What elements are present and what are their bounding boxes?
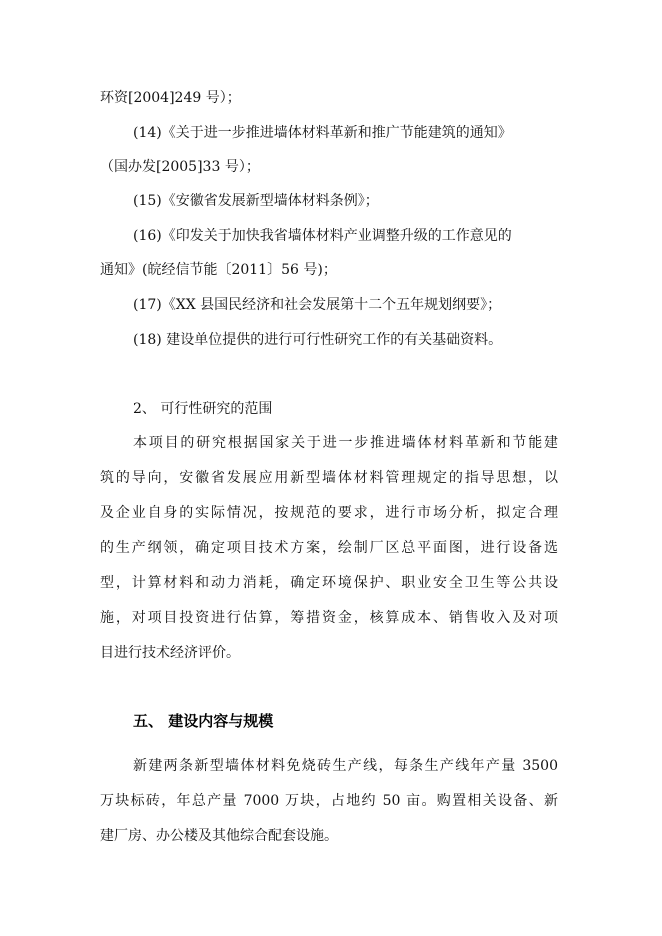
section-heading-construction-scale: 五、 建设内容与规模 [133,712,274,730]
scope-paragraph-line-7: 目进行技术经济评价。 [100,645,240,661]
scope-paragraph-line-5: 型，计算材料和动力消耗，确定环境保护、职业安全卫生等公共设 [100,575,558,591]
scope-paragraph-line-4: 的生产纲领，确定项目技术方案，绘制厂区总平面图，进行设备选 [100,540,558,556]
reference-14: (14)《关于进一步推进墙体材料革新和推广节能建筑的通知》 [133,125,512,141]
reference-16-continuation: 通知》(皖经信节能〔2011〕56 号)； [100,262,337,278]
reference-13-continuation: 环资[2004]249 号）； [100,90,241,106]
reference-17: (17)《XX 县国民经济和社会发展第十二个五年规划纲要》； [133,297,502,313]
reference-15: (15)《安徽省发展新型墙体材料条例》； [133,193,379,209]
reference-18: (18) 建设单位提供的进行可行性研究工作的有关基础资料。 [133,332,503,348]
construction-paragraph-line-3: 建厂房、办公楼及其他综合配套设施。 [100,828,338,844]
scope-paragraph-line-2: 筑的导向，安徽省发展应用新型墙体材料管理规定的指导思想，以 [100,470,558,486]
construction-paragraph-line-1: 新建两条新型墙体材料免烧砖生产线，每条生产线年产量 3500 [133,758,558,774]
construction-paragraph-line-2: 万块标砖，年总产量 7000 万块，占地约 50 亩。购置相关设备、新 [100,793,558,809]
scope-paragraph-line-6: 施，对项目投资进行估算，筹措资金，核算成本、销售收入及对项 [100,610,558,626]
section-heading-research-scope: 2、 可行性研究的范围 [133,401,273,417]
scope-paragraph-line-1: 本项目的研究根据国家关于进一步推进墙体材料革新和节能建 [133,435,558,451]
reference-16: (16)《印发关于加快我省墙体材料产业调整升级的工作意见的 [133,228,512,244]
reference-14-continuation: （国办发[2005]33 号）； [100,159,260,175]
scope-paragraph-line-3: 及企业自身的实际情况，按规范的要求，进行市场分析，拟定合理 [100,505,558,521]
